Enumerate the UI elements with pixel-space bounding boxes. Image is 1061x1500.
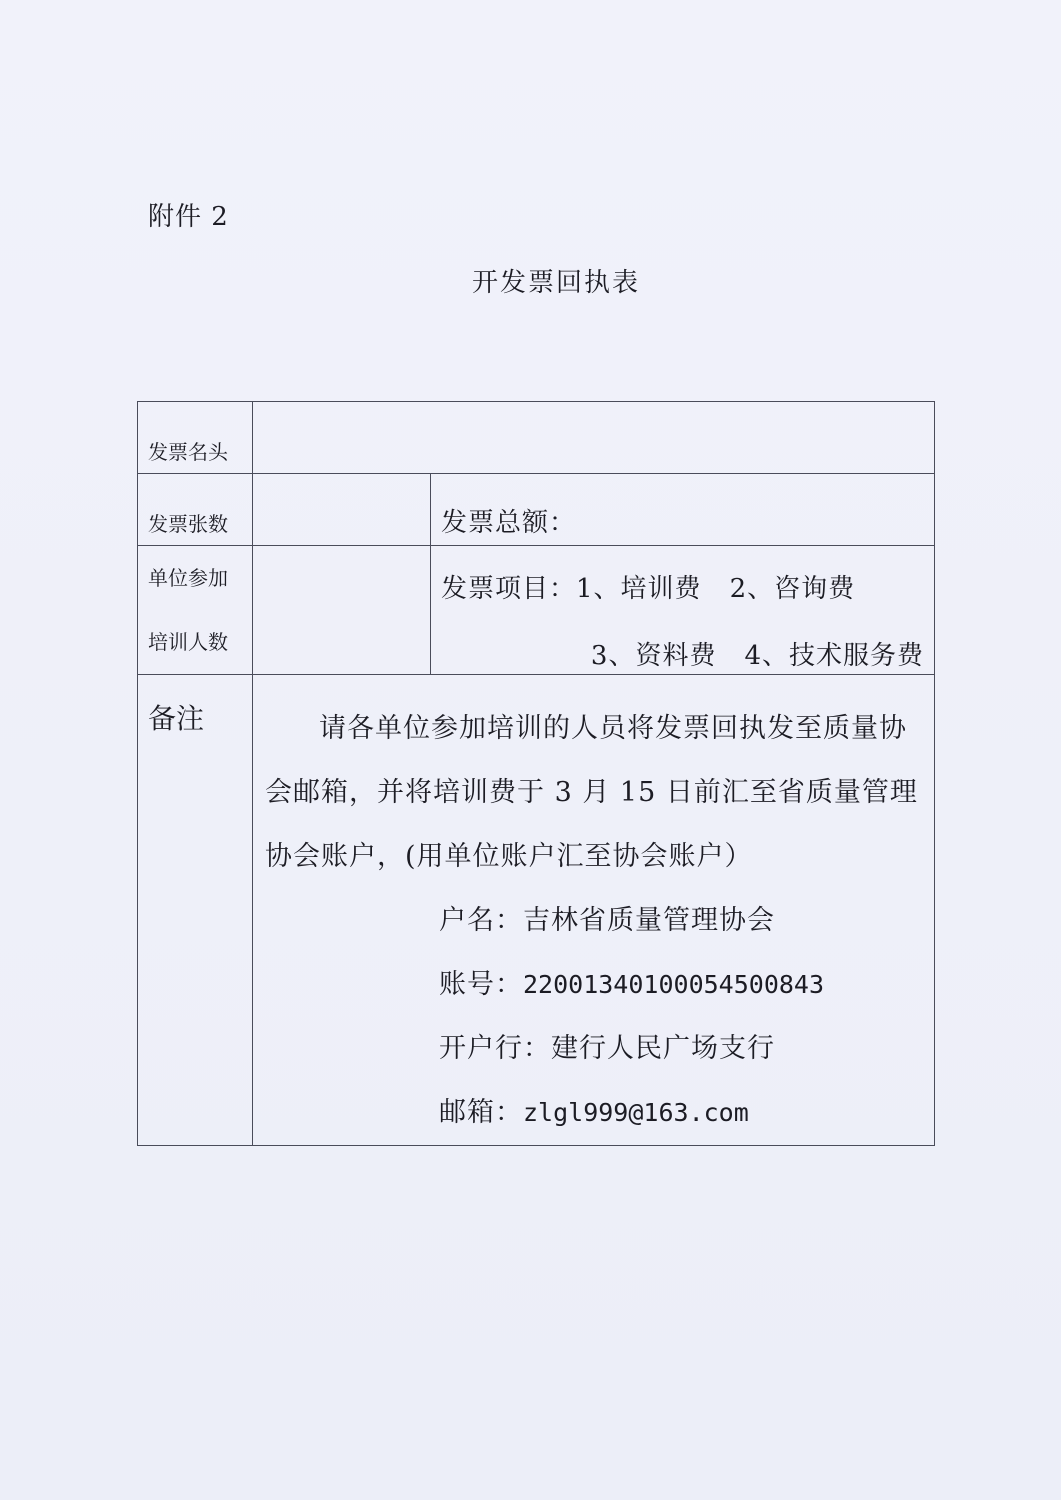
invoice-items-label: 发票项目：: [441, 574, 577, 604]
invoice-item-4: 4、技术服务费: [744, 641, 924, 671]
email-line: [265, 1081, 924, 1145]
participants-field[interactable]: [253, 546, 431, 675]
bank-label: 开户行：: [439, 1033, 551, 1064]
page-title: 开发票回执表: [471, 268, 640, 298]
email-value[interactable]: zlgl999@163.com: [523, 1098, 749, 1127]
email-label: 邮箱：: [439, 1097, 523, 1128]
table-row-remarks: [138, 675, 935, 1146]
account-name-value: 吉林省质量管理协会: [523, 905, 775, 936]
invoice-total-label: 发票总额：: [441, 508, 577, 538]
invoice-items-cell: [431, 546, 935, 675]
participants-label-line2: 培训人数: [148, 630, 228, 654]
participants-label: [138, 546, 253, 675]
table-row-invoice-count: [138, 474, 935, 546]
account-number-label: 账号：: [439, 969, 523, 1000]
invoice-total-field[interactable]: [431, 474, 935, 546]
invoice-count-field[interactable]: [253, 474, 431, 546]
attachment-label: 附件 2: [148, 202, 229, 232]
invoice-items-line2: [431, 605, 934, 672]
participants-label-line1: 单位参加: [148, 566, 228, 590]
bank-line: [265, 1017, 924, 1081]
invoice-title-label: 发票名头: [138, 402, 253, 474]
invoice-items-line1: [431, 546, 934, 605]
invoice-title-field[interactable]: [253, 402, 935, 474]
remark-body: [253, 675, 935, 1146]
remark-label: 备注: [138, 675, 253, 1146]
account-number-line: [265, 953, 924, 1017]
table-row-participants: [138, 546, 935, 675]
invoice-receipt-table: [137, 401, 935, 1146]
bank-value: 建行人民广场支行: [551, 1033, 775, 1064]
remark-paragraph: 请各单位参加培训的人员将发票回执发至质量协会邮箱，并将培训费于 3 月 15 日前汇至省质量管理协会账户，(用单位账户汇至协会账户）: [265, 713, 918, 872]
account-name-line: [265, 889, 924, 953]
table-row-invoice-title: [138, 402, 935, 474]
account-name-label: 户名：: [439, 905, 523, 936]
account-number-value: 22001340100054500843: [523, 970, 825, 999]
invoice-item-1: 1、培训费: [576, 574, 702, 604]
invoice-item-3: 3、资料费: [590, 641, 717, 671]
invoice-count-label: 发票张数: [138, 474, 253, 546]
invoice-item-2: 2、咨询费: [729, 574, 856, 604]
